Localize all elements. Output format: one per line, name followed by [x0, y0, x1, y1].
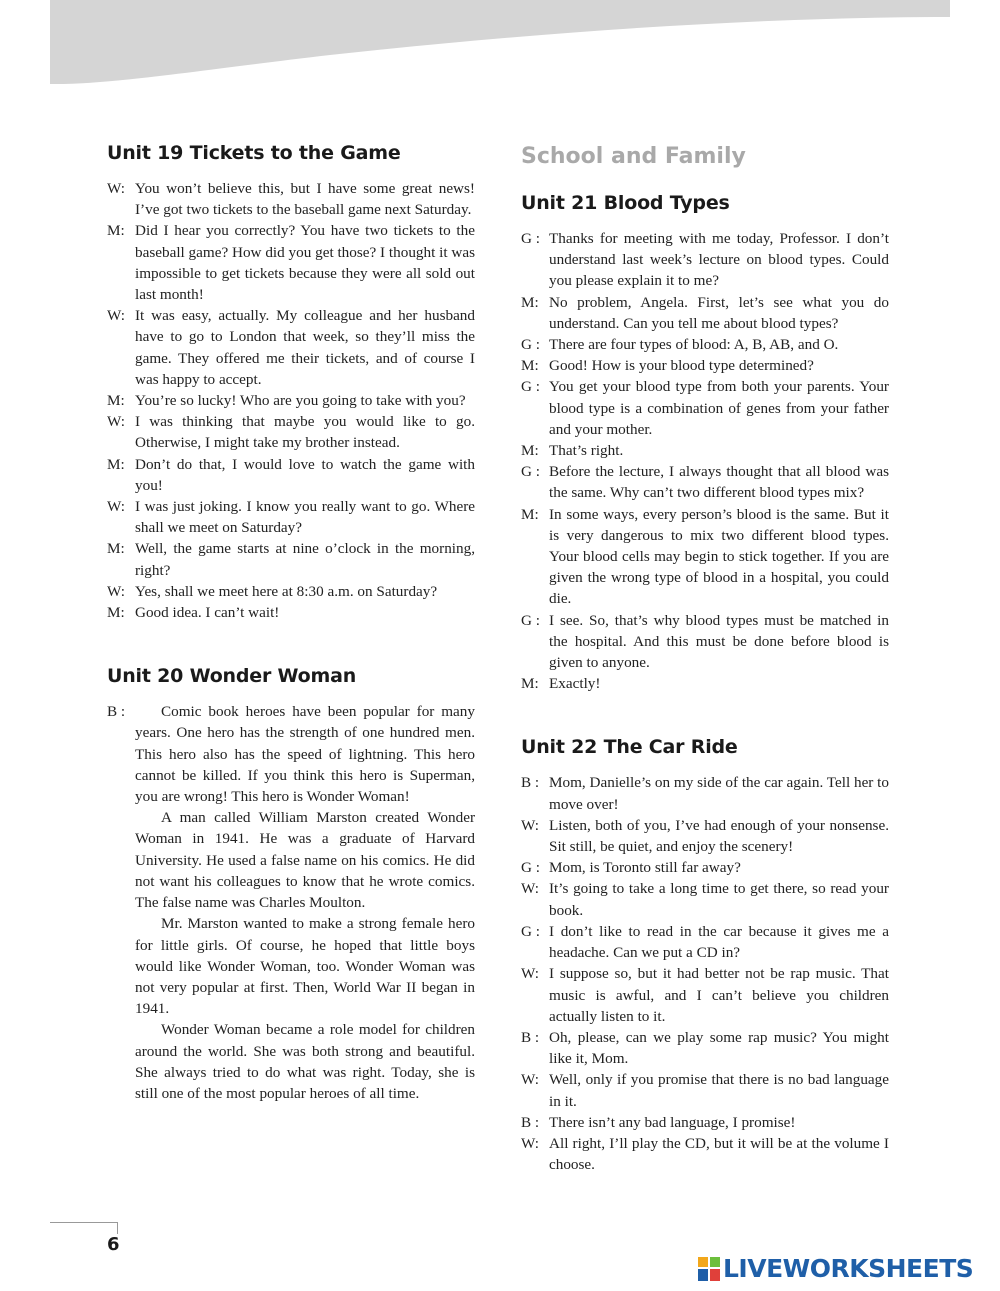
- speech-text: I see. So, that’s why blood types must be matched in the hospital. And this must be done before blood is given to anyone.: [549, 611, 889, 672]
- narration-paragraph: A man called William Marston created Wonder Woman in 1941. He was a graduate of Harvard University. He used a false name on his comics. He did not want his colleagues to know that he wrote comics. The false name was Charles Moulton.: [135, 809, 475, 912]
- right-column: [521, 140, 889, 1175]
- dialogue-line: [521, 921, 889, 963]
- speech-text: There are four types of blood: A, B, AB, and O.: [549, 336, 839, 354]
- speaker-label: B :: [521, 1028, 540, 1046]
- dialogue-line: [521, 857, 889, 878]
- speech-text: I don’t like to read in the car because it gives me a headache. Can we put a CD in?: [549, 922, 889, 962]
- dialogue-line: [521, 504, 889, 610]
- unit-19-title: Unit 19 Tickets to the Game: [107, 142, 401, 164]
- unit-22-title: Unit 22 The Car Ride: [521, 736, 738, 759]
- dialogue-line: [107, 411, 475, 453]
- top-banner: [0, 0, 1000, 115]
- speaker-label: W:: [107, 307, 125, 325]
- footer-tick: [117, 1222, 118, 1234]
- speaker-label: W:: [521, 1071, 539, 1089]
- speech-text: Exactly!: [549, 675, 601, 693]
- speaker-label: G :: [521, 463, 540, 481]
- dialogue-line: [521, 1027, 889, 1069]
- speaker-label: M:: [521, 357, 539, 375]
- unit-20: [107, 663, 475, 1104]
- unit-19: [107, 140, 475, 623]
- speaker-label: M:: [107, 604, 125, 622]
- speech-text: Yes, shall we meet here at 8:30 a.m. on Saturday?: [135, 582, 438, 600]
- unit-21-dialogue: [521, 228, 889, 694]
- unit-21-title: Unit 21 Blood Types: [521, 192, 730, 214]
- speech-text: Thanks for meeting with me today, Professor. I don’t understand last week’s lecture on blood types. Could you please explain it to me?: [549, 230, 889, 290]
- speaker-label: M:: [107, 540, 125, 558]
- dialogue-line: [107, 538, 475, 580]
- speech-text: That’s right.: [549, 442, 624, 460]
- dialogue-line: [521, 963, 889, 1027]
- speech-text: I was thinking that maybe you would like to go. Otherwise, I might take my brother instead.: [135, 413, 475, 452]
- dialogue-line: [107, 178, 475, 220]
- dialogue-line: [521, 772, 889, 814]
- dialogue-line: [521, 1133, 889, 1175]
- speech-text: There isn’t any bad language, I promise!: [549, 1113, 796, 1131]
- speaker-label: W:: [521, 816, 539, 834]
- dialogue-line: [521, 878, 889, 920]
- dialogue-line: [521, 376, 889, 440]
- dialogue-line: [521, 673, 889, 694]
- dialogue-line: [107, 454, 475, 496]
- liveworksheets-logo-icon: [698, 1257, 720, 1281]
- narration-body: [135, 701, 475, 1104]
- speaker-label: B :: [521, 1113, 540, 1131]
- dialogue-line: [107, 602, 475, 623]
- speech-text: I was just joking. I know you really want to go. Where shall we meet on Saturday?: [135, 498, 475, 537]
- speaker-label: M:: [521, 442, 539, 460]
- speech-text: It was easy, actually. My colleague and her husband have to go to London that week, so they’ll miss the game. They offered me their tickets, and of course I was happy to accept.: [135, 307, 475, 388]
- footer-rule: [50, 1222, 118, 1223]
- unit-21: [521, 190, 889, 694]
- speech-text: It’s going to take a long time to get there, so read your book.: [549, 880, 889, 919]
- narration-paragraph: Mr. Marston wanted to make a strong female hero for little girls. Of course, he hoped that little boys would like Wonder Woman, too. Wonder Woman was not very popular at first. Then, World War II began in 1941.: [135, 915, 475, 1018]
- speaker-label: G :: [521, 378, 540, 396]
- dialogue-line: [521, 440, 889, 461]
- dialogue-line: [521, 461, 889, 503]
- speaker-label: M:: [521, 505, 539, 523]
- speaker-label: W:: [521, 965, 539, 983]
- narration-paragraph: Wonder Woman became a role model for children around the world. She was both strong and beautiful. She always tried to do what was right. Today, she is still one of the most popular heroes of all time.: [135, 1021, 475, 1102]
- speech-text: Good idea. I can’t wait!: [135, 604, 280, 622]
- dialogue-line: [107, 496, 475, 538]
- speaker-label: M:: [107, 455, 125, 473]
- speech-text: No problem, Angela. First, let’s see what you do understand. Can you tell me about blood types?: [549, 293, 889, 332]
- dialogue-line: [107, 581, 475, 602]
- speaker-label: W:: [107, 180, 125, 197]
- dialogue-line: [521, 1112, 889, 1133]
- speech-text: You won’t believe this, but I have some great news! I’ve got two tickets to the baseball game next Saturday.: [135, 180, 475, 219]
- speech-text: Mom, Danielle’s on my side of the car again. Tell her to move over!: [549, 774, 889, 813]
- speaker-label: M:: [107, 392, 125, 410]
- speech-text: Did I hear you correctly? You have two tickets to the baseball game? How did you get those? I thought it was impossible to get tickets because they were all sold out last month!: [135, 222, 475, 304]
- narration-paragraph: Comic book heroes have been popular for many years. One hero has the strength of one hundred men. This hero also has the speed of lightning. This hero cannot be killed. If you think this hero is Superman, you are wrong! This hero is Wonder Woman!: [135, 703, 475, 806]
- speaker-label: W:: [521, 880, 539, 898]
- dialogue-line: [521, 334, 889, 355]
- section-title: School and Family: [521, 144, 746, 169]
- speaker-label: G :: [521, 230, 540, 247]
- speaker-label: M:: [107, 222, 125, 240]
- dialogue-line: [107, 390, 475, 411]
- speaker-label: G :: [521, 859, 540, 877]
- left-column: [107, 140, 475, 1104]
- dialogue-line: [107, 220, 475, 305]
- dialogue-line: [107, 305, 475, 390]
- dialogue-line: [521, 355, 889, 376]
- speaker-label: M:: [521, 293, 539, 311]
- speech-text: Well, only if you promise that there is no bad language in it.: [549, 1071, 889, 1110]
- unit-19-dialogue: [107, 178, 475, 623]
- unit-20-narration: [107, 701, 475, 1104]
- speech-text: Before the lecture, I always thought that all blood was the same. Why can’t two different blood types mix?: [549, 463, 889, 502]
- watermark[interactable]: [698, 1254, 973, 1283]
- speech-text: You’re so lucky! Who are you going to take with you?: [135, 392, 466, 410]
- unit-22-dialogue: [521, 772, 889, 1175]
- speech-text: Mom, is Toronto still far away?: [549, 859, 741, 877]
- watermark-text: LIVEWORKSHEETS: [723, 1254, 974, 1283]
- speech-text: Listen, both of you, I’ve had enough of your nonsense. Sit still, be quiet, and enjoy the scenery!: [549, 816, 889, 856]
- speaker-label: G :: [521, 611, 540, 629]
- dialogue-line: [521, 610, 889, 674]
- unit-20-title: Unit 20 Wonder Woman: [107, 665, 357, 688]
- dialogue-line: [521, 1069, 889, 1111]
- page-number: 6: [107, 1234, 120, 1255]
- speech-text: I suppose so, but it had better not be rap music. That music is awful, and I can’t believe you children actually listen to it.: [549, 965, 889, 1025]
- speaker-label: W:: [521, 1134, 539, 1152]
- speech-text: All right, I’ll play the CD, but it will be at the volume I choose.: [549, 1134, 889, 1174]
- speaker-label: G :: [521, 336, 540, 354]
- speaker-label: M:: [521, 675, 539, 693]
- speaker-label: G :: [521, 922, 540, 940]
- speech-text: In some ways, every person’s blood is the same. But it is very dangerous to mix two different blood types. Your blood cells may begin to stick together. If you are given the wrong type of blood in a hospital, you could die.: [549, 505, 889, 608]
- speaker-label: W:: [107, 582, 125, 600]
- speech-text: Good! How is your blood type determined?: [549, 357, 814, 375]
- unit-22: [521, 734, 889, 1175]
- speaker-label: B :: [107, 703, 126, 721]
- speaker-label: W:: [107, 413, 125, 431]
- dialogue-line: [521, 292, 889, 334]
- speaker-label: B :: [521, 774, 540, 792]
- speech-text: Well, the game starts at nine o’clock in the morning, right?: [135, 540, 475, 579]
- dialogue-line: [521, 815, 889, 857]
- speech-text: Oh, please, can we play some rap music? You might like it, Mom.: [549, 1028, 889, 1068]
- dialogue-line: [521, 228, 889, 292]
- speech-text: You get your blood type from both your parents. Your blood type is a combination of genes from your father and your mother.: [549, 378, 889, 438]
- speaker-label: W:: [107, 498, 125, 516]
- speech-text: Don’t do that, I would love to watch the game with you!: [135, 455, 475, 494]
